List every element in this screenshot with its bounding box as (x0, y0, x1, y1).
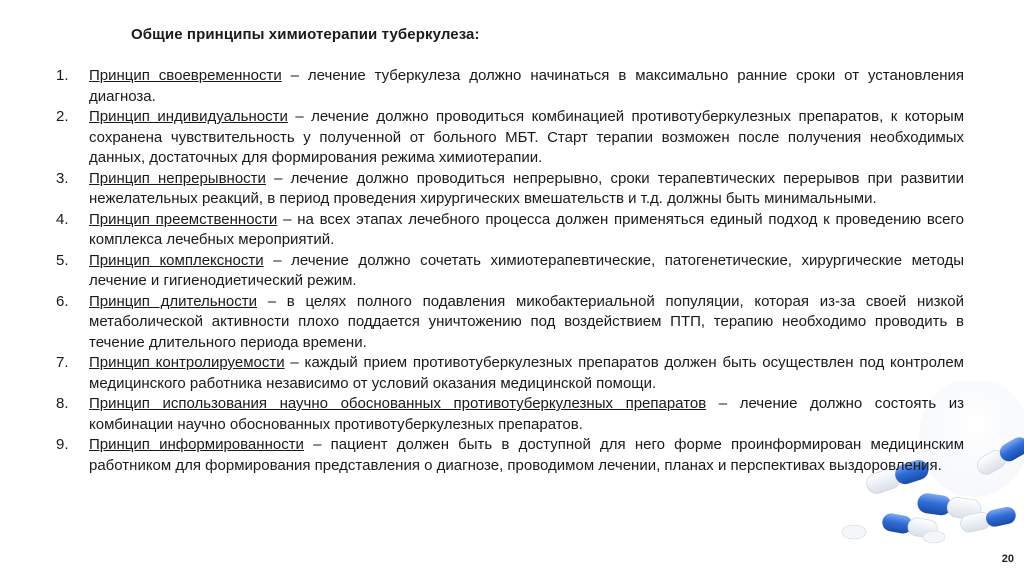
principle-description: – пациент должен быть в доступной для него форме проинформирован медицинским работником для формирования представления о диагнозе, проводимом лечении, планах и перспективах выздоровления. (89, 436, 965, 474)
page-number: 20 (1001, 553, 1014, 565)
item-number: 7. (56, 354, 69, 371)
item-number: 3. (56, 169, 69, 187)
principle-description: – лечение туберкулеза должно начинаться в максимально ранние сроки от установления диагноза. (89, 67, 964, 105)
list-item (46, 107, 964, 169)
principle-term: Принцип комплексности (89, 251, 264, 269)
list-item (46, 353, 964, 394)
list-item (46, 435, 964, 476)
item-number: 6. (56, 292, 69, 310)
list-item (46, 169, 964, 210)
principle-description: – лечение должно состоять из комбинации научно обоснованных противотуберкулезных препаратов. (89, 395, 964, 433)
principle-description: – лечение должно проводиться непрерывно, сроки терапевтических перерывов при развитии нежелательных реакций, в период проведения хирургических вмешательств и т.д. должны быть минимальными. (89, 169, 964, 207)
item-number: 8. (56, 395, 69, 412)
principle-term: Принцип преемственности (89, 210, 278, 228)
principle-term: Принцип индивидуальности (89, 108, 288, 125)
list-item (46, 292, 964, 354)
principle-description: – каждый прием противотуберкулезных препаратов должен быть осуществлен под контролем медицинского работника независимо от условий оказания медицинской помощи. (89, 354, 964, 392)
principle-description: – лечение должно проводиться комбинацией противотуберкулезных препаратов, к которым сохранена чувствительность у полученной от больного МБТ. Старт терапии возможен после получения необходимых данных, достаточных для формирования режима химиотерапии. (89, 108, 965, 166)
item-number: 4. (56, 210, 69, 228)
item-number: 9. (56, 436, 69, 453)
list-item (46, 394, 964, 435)
slide-title: Общие принципы химиотерапии туберкулеза: (131, 26, 480, 43)
principle-term: Принцип контролируемости (89, 354, 285, 371)
principle-term: Принцип использования научно обоснованных противотуберкулезных препаратов (89, 395, 707, 412)
list-item (46, 66, 964, 107)
principles-list (46, 66, 964, 476)
principle-term: Принцип длительности (89, 292, 257, 310)
principle-description: – в целях полного подавления микобактериальной популяции, которая из-за своей низкой метаболической активности плохо поддается уничтожению под воздействием ПТП, терапию необходимо проводить в течение длительного периода времени. (89, 292, 964, 351)
item-number: 1. (56, 67, 69, 84)
principle-term: Принцип непрерывности (89, 169, 266, 187)
principle-term: Принцип информированности (89, 436, 304, 453)
principle-term: Принцип своевременности (89, 67, 282, 84)
item-number: 5. (56, 251, 69, 269)
list-item (46, 251, 964, 292)
item-number: 2. (56, 108, 69, 125)
principle-description: – на всех этапах лечебного процесса должен применяться единый подход к проведению всего комплекса лечебных мероприятий. (89, 210, 964, 248)
principle-description: – лечение должно сочетать химиотерапевтические, патогенетические, хирургические методы лечение и гигиенодиетический режим. (89, 251, 964, 289)
list-item (46, 210, 964, 251)
